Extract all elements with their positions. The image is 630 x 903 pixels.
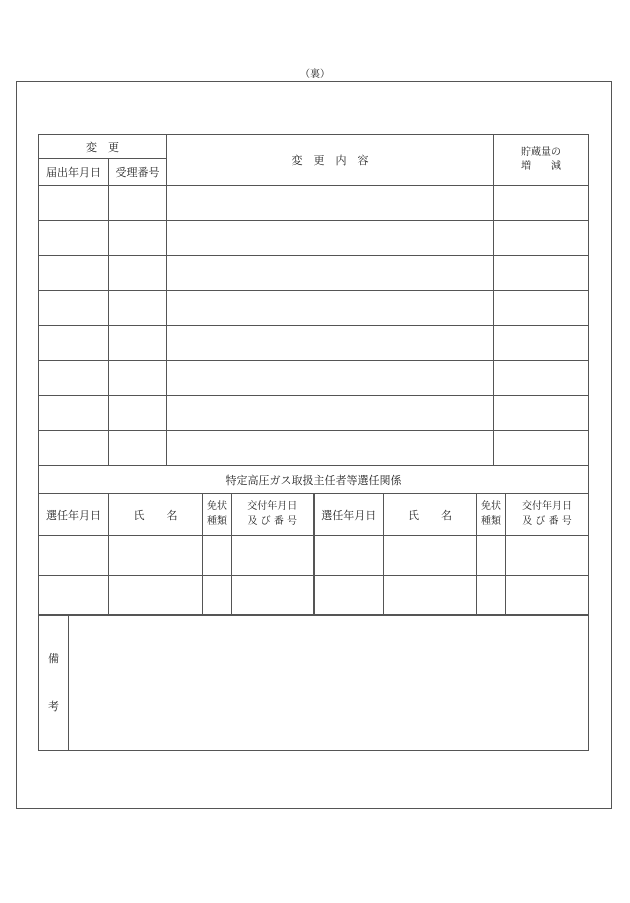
date-cell[interactable]	[39, 396, 109, 431]
change-history-table	[38, 134, 589, 466]
name-cell[interactable]	[109, 576, 203, 616]
receipt-number-header: 受理番号	[109, 159, 167, 186]
receipt-cell[interactable]	[109, 186, 167, 221]
storage-cell[interactable]	[494, 291, 589, 326]
issue-cell[interactable]	[506, 536, 589, 576]
table-row	[39, 576, 589, 616]
license-type-cell[interactable]	[203, 536, 232, 576]
name-header: 氏 名	[109, 494, 203, 536]
table-row	[39, 431, 589, 466]
table-row	[39, 536, 589, 576]
issue-cell[interactable]	[232, 576, 314, 616]
name-cell[interactable]	[109, 536, 203, 576]
content-cell[interactable]	[167, 361, 494, 396]
receipt-cell[interactable]	[109, 326, 167, 361]
receipt-cell[interactable]	[109, 431, 167, 466]
table-row	[39, 396, 589, 431]
storage-cell[interactable]	[494, 361, 589, 396]
storage-cell[interactable]	[494, 256, 589, 291]
change-content-header: 変 更 内 容	[167, 135, 494, 186]
content-cell[interactable]	[167, 221, 494, 256]
page-side-caption: （裏）	[300, 69, 330, 80]
issue-cell[interactable]	[232, 536, 314, 576]
date-cell[interactable]	[39, 186, 109, 221]
content-cell[interactable]	[167, 431, 494, 466]
storage-cell[interactable]	[494, 221, 589, 256]
content-cell[interactable]	[167, 256, 494, 291]
content-cell[interactable]	[167, 396, 494, 431]
table-row	[39, 256, 589, 291]
appointment-date-header: 選任年月日	[39, 494, 109, 536]
issue-cell[interactable]	[506, 576, 589, 616]
issue-date-number-header: 交付年月日 及 び 番 号	[506, 494, 589, 536]
date-cell[interactable]	[39, 431, 109, 466]
content-cell[interactable]	[167, 326, 494, 361]
appointment-date-cell[interactable]	[39, 576, 109, 616]
receipt-cell[interactable]	[109, 361, 167, 396]
name-header: 氏 名	[384, 494, 477, 536]
license-type-cell[interactable]	[477, 536, 506, 576]
receipt-cell[interactable]	[109, 256, 167, 291]
receipt-cell[interactable]	[109, 396, 167, 431]
storage-cell[interactable]	[494, 186, 589, 221]
table-row	[39, 221, 589, 256]
receipt-cell[interactable]	[109, 221, 167, 256]
table-row	[39, 291, 589, 326]
remarks-field[interactable]	[69, 615, 589, 751]
date-cell[interactable]	[39, 326, 109, 361]
content-cell[interactable]	[167, 186, 494, 221]
table-row	[39, 326, 589, 361]
name-cell[interactable]	[384, 576, 477, 616]
table-row	[39, 186, 589, 221]
receipt-cell[interactable]	[109, 291, 167, 326]
name-cell[interactable]	[384, 536, 477, 576]
storage-change-header: 貯蔵量の 増 減	[494, 135, 589, 186]
appointment-table	[38, 465, 589, 616]
remarks-label: 備 考	[39, 615, 69, 751]
table-row	[39, 361, 589, 396]
content-cell[interactable]	[167, 291, 494, 326]
storage-cell[interactable]	[494, 326, 589, 361]
license-type-cell[interactable]	[477, 576, 506, 616]
storage-cell[interactable]	[494, 431, 589, 466]
notification-date-header: 届出年月日	[39, 159, 109, 186]
appointment-date-header: 選任年月日	[314, 494, 384, 536]
date-cell[interactable]	[39, 291, 109, 326]
appointment-title: 特定高圧ガス取扱主任者等選任関係	[39, 466, 589, 494]
issue-date-number-header: 交付年月日 及 び 番 号	[232, 494, 314, 536]
date-cell[interactable]	[39, 221, 109, 256]
storage-cell[interactable]	[494, 396, 589, 431]
appointment-date-cell[interactable]	[39, 536, 109, 576]
appointment-date-cell[interactable]	[314, 536, 384, 576]
license-type-cell[interactable]	[203, 576, 232, 616]
date-cell[interactable]	[39, 361, 109, 396]
license-type-header: 免状 種類	[477, 494, 506, 536]
remarks-table	[38, 614, 589, 751]
date-cell[interactable]	[39, 256, 109, 291]
appointment-date-cell[interactable]	[314, 576, 384, 616]
license-type-header: 免状 種類	[203, 494, 232, 536]
change-group-header: 変 更	[39, 135, 167, 159]
